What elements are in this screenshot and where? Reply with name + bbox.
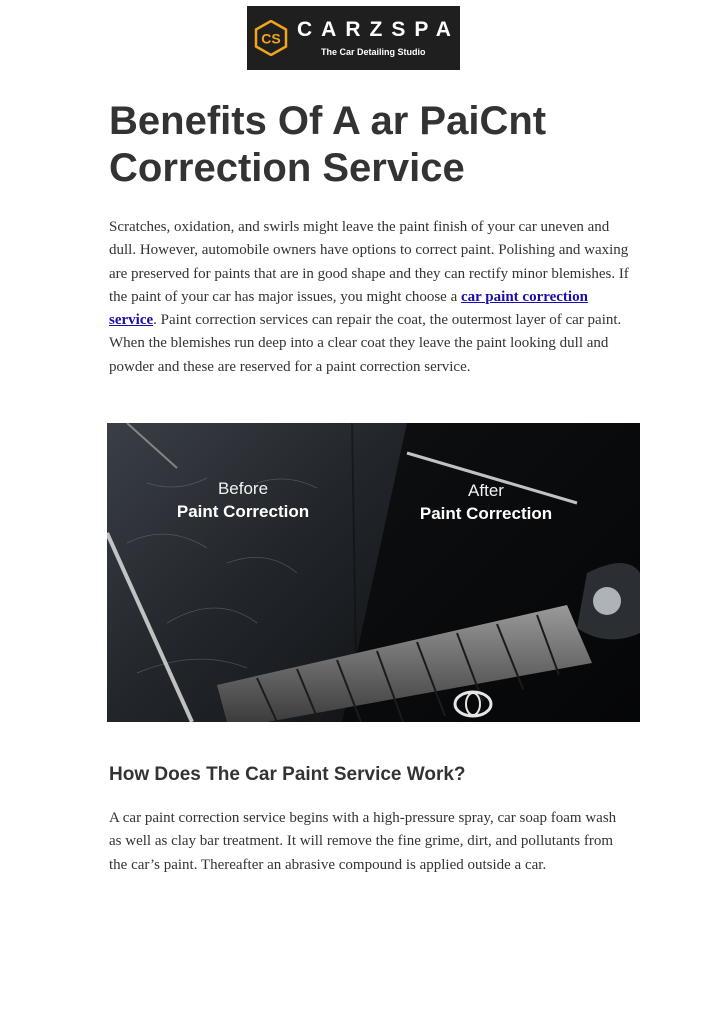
section-heading: How Does The Car Paint Service Work?: [109, 764, 466, 785]
logo-wordmark: [297, 18, 460, 58]
intro-paragraph: [109, 216, 629, 379]
section-paragraph: A car paint correction service begins with a high-pressure spray, car soap foam wash as well as clay bar treatment. It will remove the fine grime, dirt, and pollutants from the car’s paint. Thereafter an abrasive compound is applied outside a car.: [109, 810, 617, 873]
intro-text-before-link: Scratches, oxidation, and swirls might leave the paint finish of your car uneven and dull. However, automobile owners have options to correct paint. Polishing and waxing are preserved for paints that are in good shape and they can rectify minor blemishes. If the paint of your car has major issues, you might choose a: [109, 219, 629, 305]
article-title: Benefits Of A ar PaiCnt Correction Service: [109, 99, 547, 190]
before-after-car-hood-image: [107, 423, 640, 722]
before-line2: Paint Correction: [176, 502, 310, 521]
car-paint-correction-service-link[interactable]: car paint correction service: [109, 288, 588, 329]
logo-mark-text: CS: [261, 30, 281, 47]
after-line2: Paint Correction: [419, 504, 553, 523]
after-line1: After: [468, 481, 504, 500]
logo-name: CARZSPA: [297, 18, 460, 41]
cs-monogram-icon: [253, 20, 289, 56]
carzspa-logo[interactable]: [247, 6, 460, 70]
before-line1: Before: [217, 479, 269, 498]
logo-tagline: The Car Detailing Studio: [321, 47, 426, 57]
intro-text-after-link: . Paint correction services can repair the coat, the outermost layer of car paint. When the blemishes run deep into a clear coat they leave the paint looking dull and powder and these are reserved for a paint correction service.: [109, 312, 622, 375]
